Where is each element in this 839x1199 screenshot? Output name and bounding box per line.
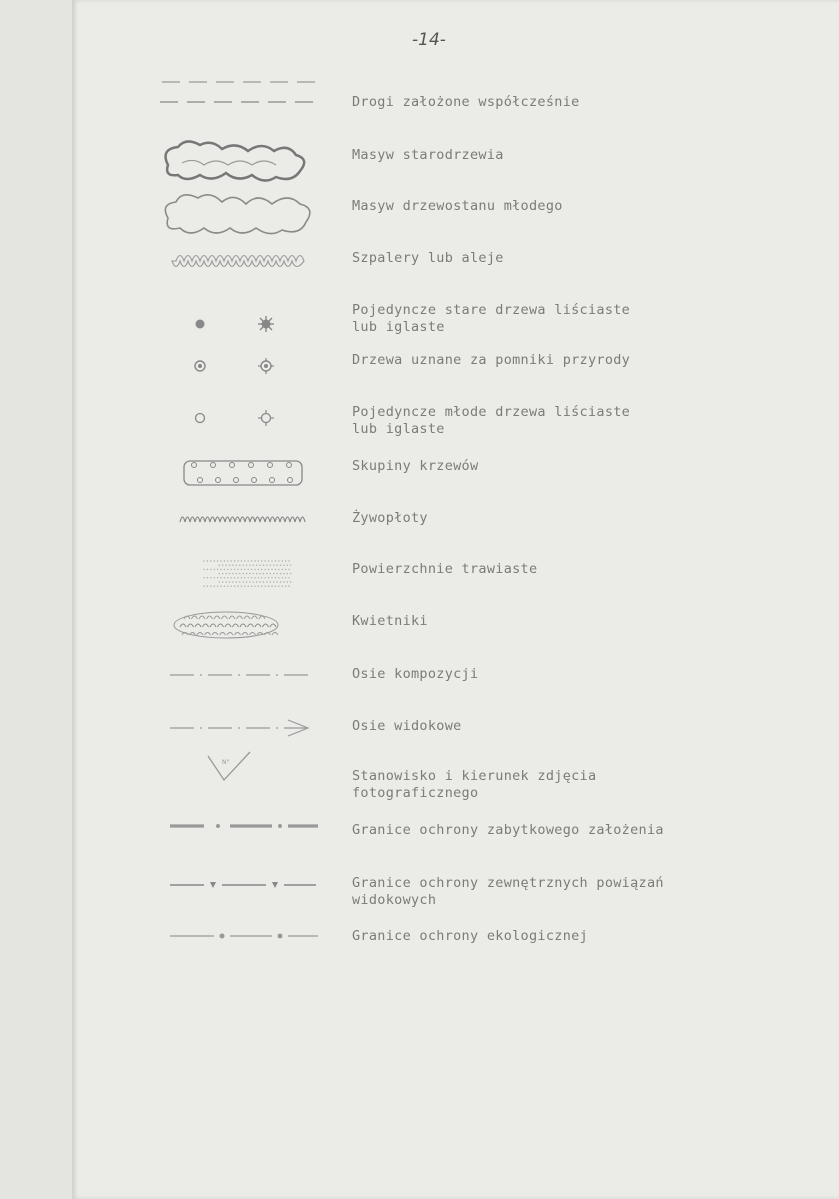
- page-number: -14-: [412, 30, 446, 50]
- dash-dot-line-symbol: [160, 665, 320, 711]
- legend-label: Żywopłoty: [352, 510, 428, 526]
- legend-label: Osie widokowe: [352, 718, 462, 734]
- legend-label: Pojedyncze stare drzewa liściaste lub iglaste: [352, 302, 631, 335]
- filled-tree-dots-symbol: [160, 298, 320, 344]
- legend-label: Granice ochrony ekologicznej: [352, 928, 588, 944]
- svg-text:N°: N°: [222, 759, 230, 766]
- legend-label: Drogi założone współcześnie: [352, 94, 580, 110]
- legend-label: Drzewa uznane za pomniki przyrody: [352, 352, 631, 368]
- dash-triangle-line-symbol: [160, 872, 320, 918]
- grass-stipple-symbol: [160, 555, 320, 601]
- legend-label: Powierzchnie trawiaste: [352, 561, 538, 577]
- legend-label: Osie kompozycji: [352, 666, 479, 682]
- legend-label: Stanowisko i kierunek zdjęcia fotograficznego: [352, 768, 597, 801]
- legend-label: Skupiny krzewów: [352, 458, 479, 474]
- legend-label: Pojedyncze młode drzewa liściaste lub iglaste: [352, 404, 631, 437]
- legend-label: Kwietniki: [352, 613, 428, 629]
- cloud-mass-dense-symbol: [160, 135, 320, 181]
- adjacent-page-edge: [0, 0, 73, 1199]
- shrub-groups-symbol: [160, 455, 320, 501]
- view-angle-symbol: [160, 752, 320, 798]
- legend-label: Granice ochrony zewnętrznych powiązań widokowych: [352, 875, 664, 908]
- ringed-tree-dots-symbol: [160, 350, 320, 396]
- scallop-band-symbol: [160, 248, 320, 294]
- dash-dot-circle-line-symbol: [160, 927, 320, 973]
- bold-dash-dot-line-symbol: [160, 818, 320, 864]
- hollow-tree-dots-symbol: [160, 402, 320, 448]
- legend-label: Masyw drzewostanu młodego: [352, 198, 563, 214]
- dashed-line-symbol: [160, 78, 320, 124]
- legend-label: Szpalery lub aleje: [352, 250, 504, 266]
- flowerbed-symbol: [160, 605, 320, 651]
- legend-label: Granice ochrony zabytkowego założenia: [352, 822, 664, 838]
- hedge-wave-symbol: [160, 510, 320, 556]
- legend-label: Masyw starodrzewia: [352, 147, 504, 163]
- document-page: [72, 0, 839, 1199]
- cloud-mass-light-symbol: [160, 188, 320, 234]
